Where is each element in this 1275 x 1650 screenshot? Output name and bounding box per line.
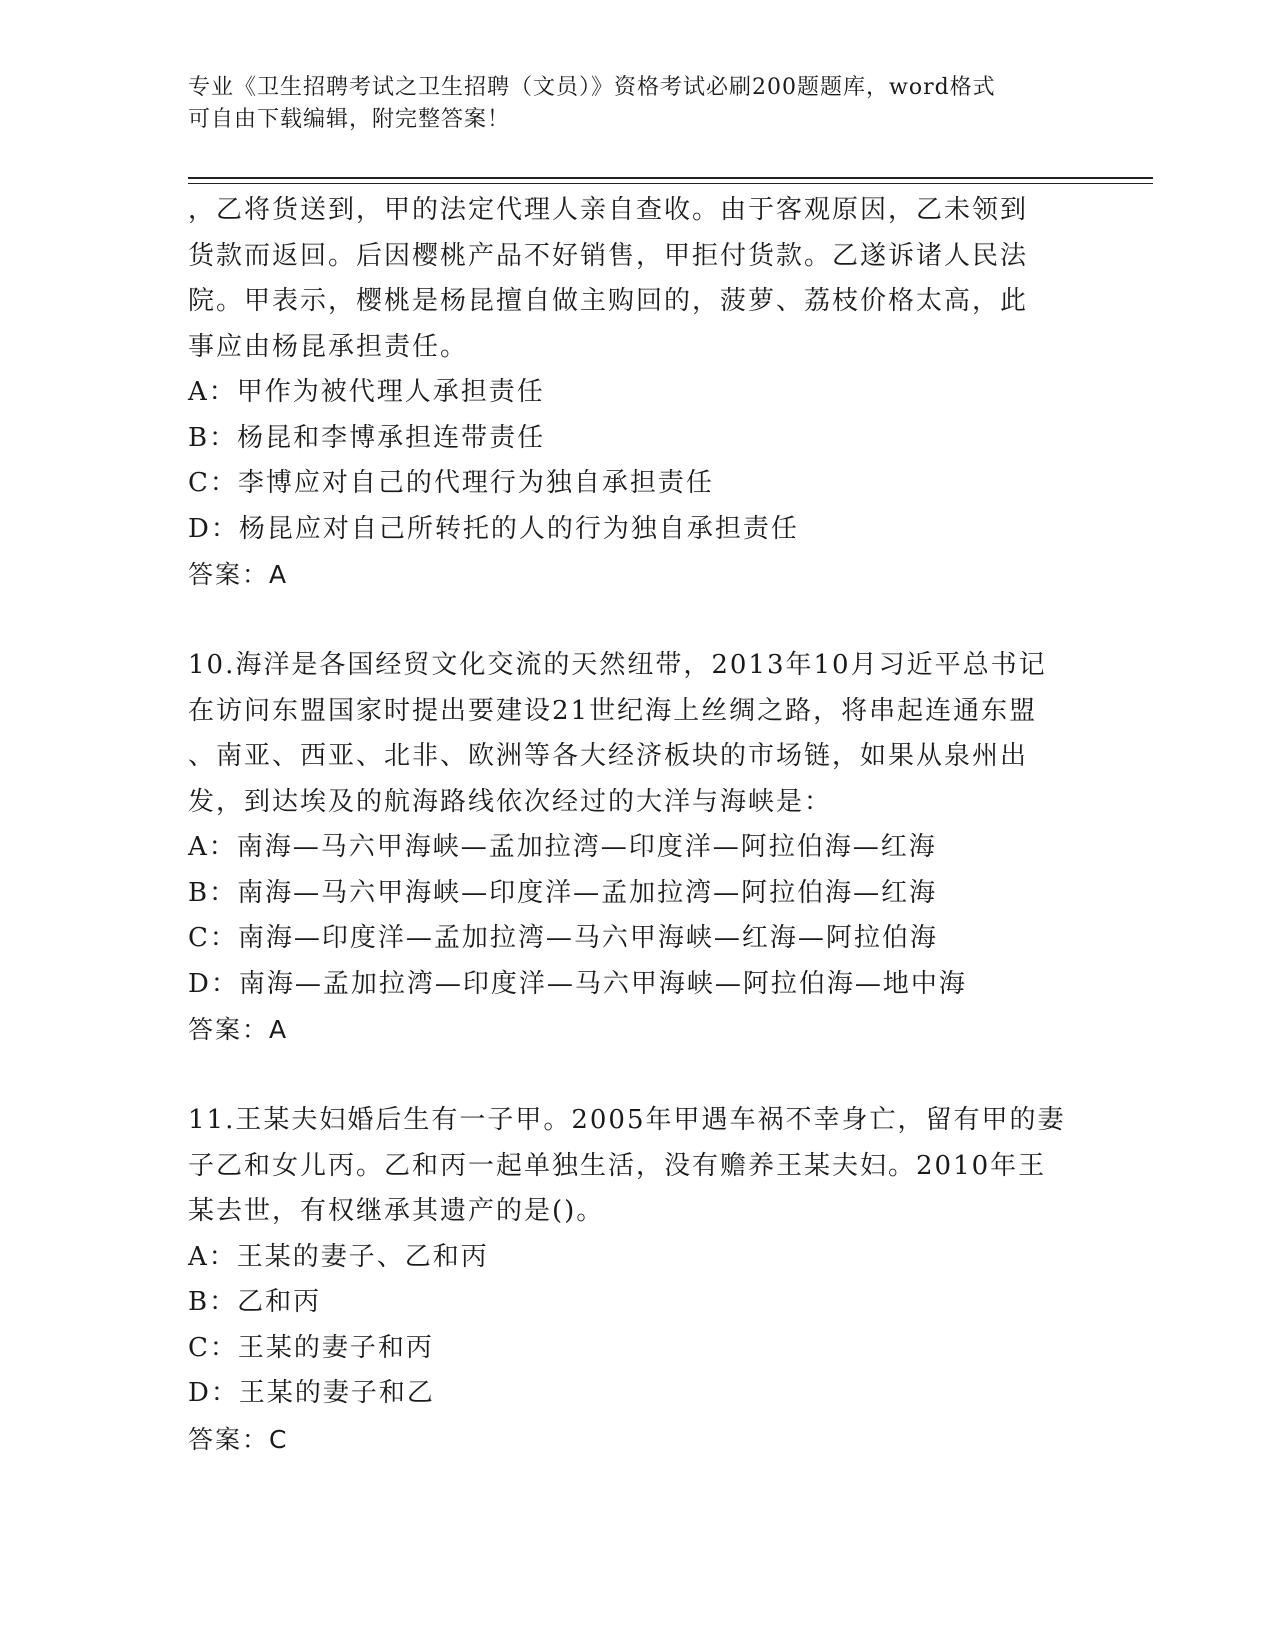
option-d: D：南海—孟加拉湾—印度洋—马六甲海峡—阿拉伯海—地中海 — [188, 968, 967, 999]
option-d: D：杨昆应对自己所转托的人的行为独自承担责任 — [188, 513, 799, 544]
option-c: C：王某的妻子和丙 — [188, 1332, 434, 1363]
question-text-line: 在访问东盟国家时提出要建设21世纪海上丝绸之路，将串起连通东盟 — [188, 695, 1038, 726]
question-text-line: 某去世，有权继承其遗产的是()。 — [188, 1196, 605, 1226]
option-a: A：王某的妻子、乙和丙 — [188, 1241, 489, 1272]
header-rule-thin — [188, 183, 1153, 184]
question-10 — [188, 643, 1088, 1053]
header-line-2: 可自由下载编辑，附完整答案！ — [188, 107, 511, 132]
question-text-line: 子乙和女儿丙。乙和丙一起单独生活，没有赡养王某夫妇。2010年王 — [188, 1150, 1047, 1181]
option-d: D：王某的妻子和乙 — [188, 1378, 435, 1408]
question-text-line: 事应由杨昆承担责任。 — [188, 331, 469, 362]
option-b: B：杨昆和李博承担连带责任 — [188, 422, 546, 453]
option-c: C：南海—印度洋—孟加拉湾—马六甲海峡—红海—阿拉伯海 — [188, 923, 938, 953]
question-text-line: ，乙将货送到，甲的法定代理人亲自查收。由于客观原因，乙未领到 — [188, 195, 1029, 225]
question-text-line: 10.海洋是各国经贸文化交流的天然纽带，2013年10月习近平总书记 — [188, 650, 1047, 680]
spacer — [188, 1053, 1088, 1099]
question-text-line: 11.王某夫妇婚后生有一子甲。2005年甲遇车祸不幸身亡，留有甲的妻 — [188, 1105, 1066, 1135]
answer: 答案：C — [188, 1424, 289, 1454]
document-body — [188, 188, 1088, 1462]
question-11 — [188, 1098, 1088, 1462]
question-text-line: 货款而返回。后因樱桃产品不好销售，甲拒付货款。乙遂诉诸人民法 — [188, 240, 1029, 271]
question-9 — [188, 188, 1088, 598]
question-text-line: 院。甲表示，樱桃是杨昆擅自做主购回的，菠萝、荔枝价格太高，此 — [188, 286, 1029, 316]
option-b: B：南海—马六甲海峡—印度洋—孟加拉湾—阿拉伯海—红海 — [188, 877, 938, 908]
option-b: B：乙和丙 — [188, 1287, 322, 1317]
question-text-line: 发，到达埃及的航海路线依次经过的大洋与海峡是： — [188, 786, 833, 817]
document-header — [188, 72, 1088, 136]
answer: 答案：A — [188, 560, 289, 589]
header-line-1: 专业《卫生招聘考试之卫生招聘（文员）》资格考试必刷200题题库，word格式 — [188, 75, 996, 100]
spacer — [188, 598, 1088, 644]
answer: 答案：A — [188, 1015, 289, 1044]
question-text-line: 、南亚、西亚、北非、欧洲等各大经济板块的市场链，如果从泉州出 — [188, 741, 1029, 771]
header-rule-thick — [188, 177, 1153, 179]
option-c: C：李博应对自己的代理行为独自承担责任 — [188, 468, 714, 498]
option-a: A：南海—马六甲海峡—孟加拉湾—印度洋—阿拉伯海—红海 — [188, 832, 937, 862]
option-a: A：甲作为被代理人承担责任 — [188, 377, 545, 407]
